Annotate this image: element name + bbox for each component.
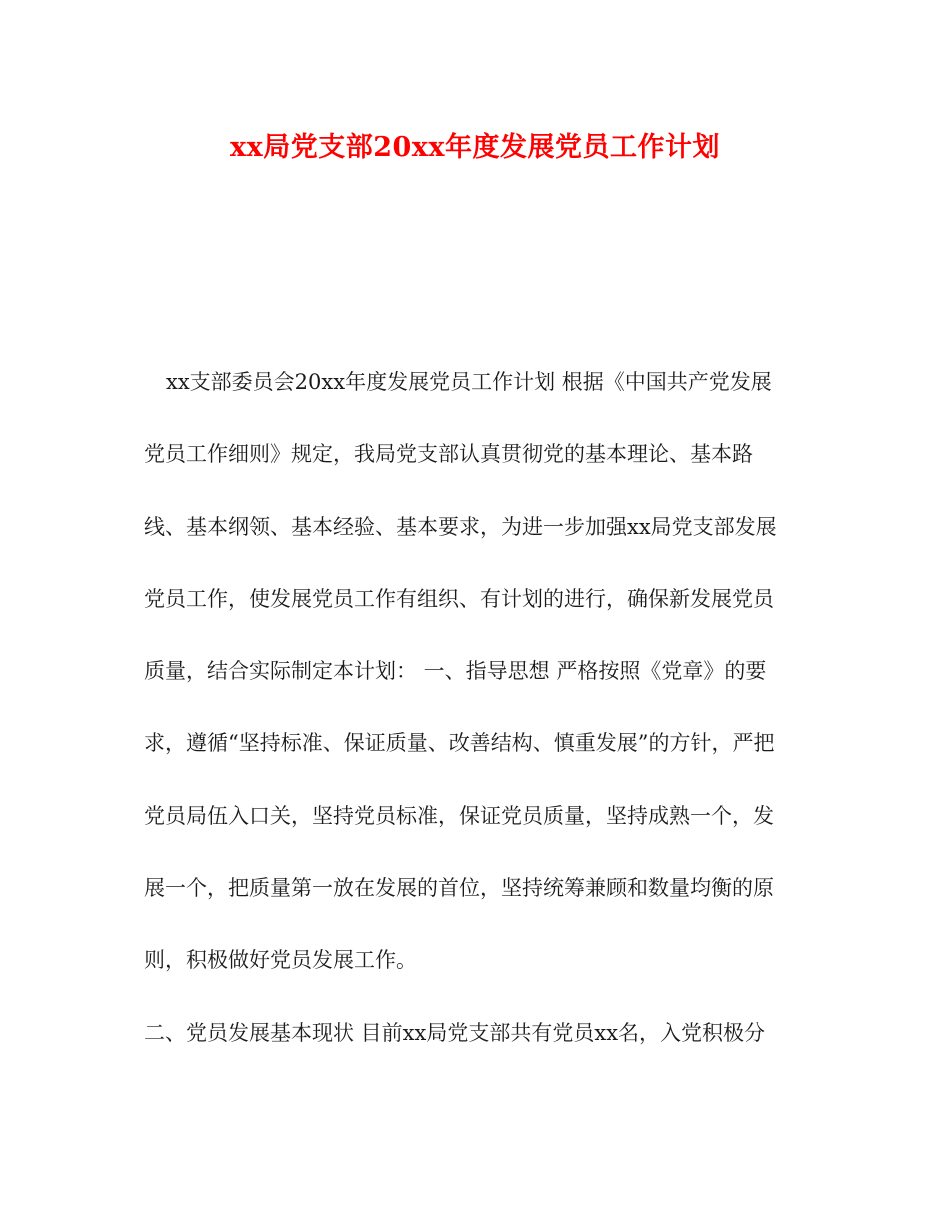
body-line: 二、党员发展基本现状 目前xx局党支部共有党员xx名，入党积极分 [144,1021,766,1045]
body-line: 党员工作，使发展党员工作有组织、有计划的进行，确保新发展党员 [144,587,774,611]
body-line: 则，积极做好党员发展工作。 [144,948,417,972]
body-line: xx支部委员会20xx年度发展党员工作计划 根据《中国共产党发展 [166,370,772,394]
body-line: 展一个，把质量第一放在发展的首位，坚持统筹兼顾和数量均衡的原 [144,876,774,900]
body-line: 党员工作细则》规定，我局党支部认真贯彻党的基本理论、基本路 [144,442,753,466]
body-line: 党员局伍入口关，坚持党员标准，保证党员质量，坚持成熟一个，发 [144,804,774,828]
body-line: 质量，结合实际制定本计划： 一、指导思想 严格按照《党章》的要 [144,659,767,683]
document-title: xx局党支部20xx年度发展党员工作计划 [230,132,720,163]
body-line: 求，遵循“坚持标准、保证质量、改善结构、慎重发展”的方针，严把 [144,731,775,755]
body-line: 线、基本纲领、基本经验、基本要求，为进一步加强xx局党支部发展 [144,515,777,539]
